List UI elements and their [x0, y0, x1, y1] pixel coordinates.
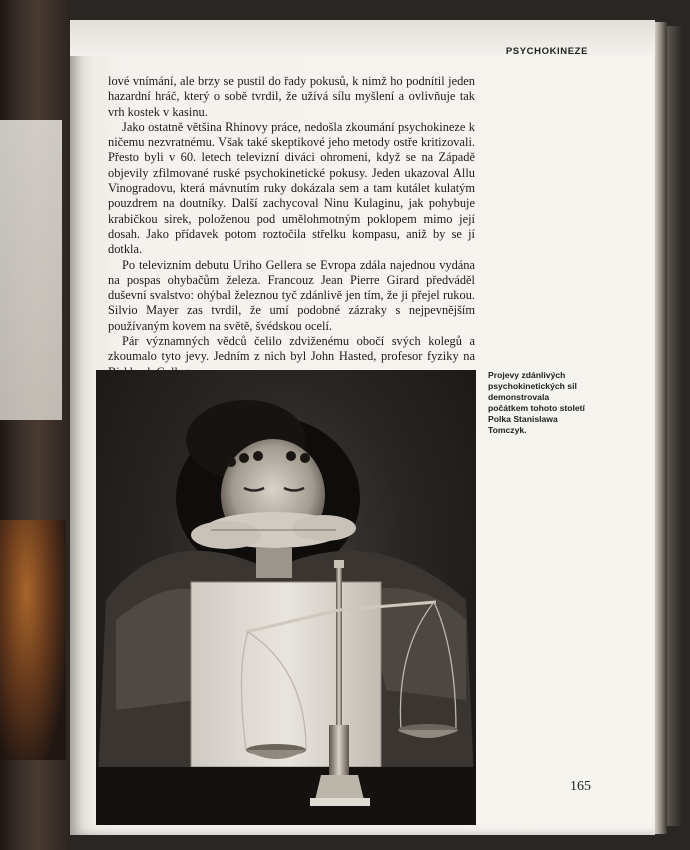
- page-stack-edge: [655, 22, 667, 834]
- paragraph: lové vnímání, ale brzy se pustil do řady pokusů, k nimž ho podnítil jeden hazardní hráč, který o sobě tvrdil, že užívá sílu myšlení a ovlivňuje tak vrh kostek v kasinu.: [108, 74, 475, 119]
- page-number: 165: [570, 779, 591, 794]
- body-text: [108, 74, 475, 380]
- photograph-illustration: [96, 370, 476, 825]
- paragraph: Pár významných vědců čelilo zdviženému obočí svých kolegů a zkoumalo tyto jevy. Jedním z nich byl John Hasted, profesor fyziky na: [108, 334, 475, 364]
- photograph-medium-with-scale: [96, 370, 476, 825]
- facing-page-light-area: [0, 120, 62, 420]
- book-cover-edge: [667, 26, 681, 826]
- running-header: PSYCHOKINEZE: [505, 46, 588, 57]
- figure-caption: Projevy zdánlivých psychokinetických sil demonstrovala počátkem tohoto století Polka Stanislawa Tomczyk.: [488, 370, 585, 435]
- facing-page-edge: [0, 0, 70, 850]
- facing-page-photo-fragment: [0, 520, 66, 760]
- paragraph: Jako ostatně většina Rhinovy práce, nedošla zkoumání psychokineze k ničemu nezvratnému. Však také skeptikové jeho metody ostře kritizovali. Přesto byli v 60. letech televizní diváci ohromeni, když se na Západě objevily zfilmované ruské psychokinetické pokusy. Jeden ukazoval Allu Vinogradovu, která mávnutím ruky dokázala sem a tam kutálet kulatým pouzdrem na doutníky. Další zachycoval Ninu Kulaginu, jak pohybuje krabičkou sirek, položenou pod umělohmotným poklopem mimo její dosah. Jako přídavek potom roztočila střelku kompasu, aniž by se jí dotkla.: [108, 119, 475, 257]
- paragraph: Po televizním debutu Uriho Gellera se Evropa zdála najednou vydána na pospas ohybačům železa. Francouz Jean Pierre Girard předváděl duševní svalstvo: ohýbal železnou tyč zdánlivě jen tím, že ji přejel rukou. Silvio Mayer zas tvrdil, že umí podobné zázraky s nejpevnějším používaným kovem na světě, švédskou ocelí.: [108, 257, 475, 333]
